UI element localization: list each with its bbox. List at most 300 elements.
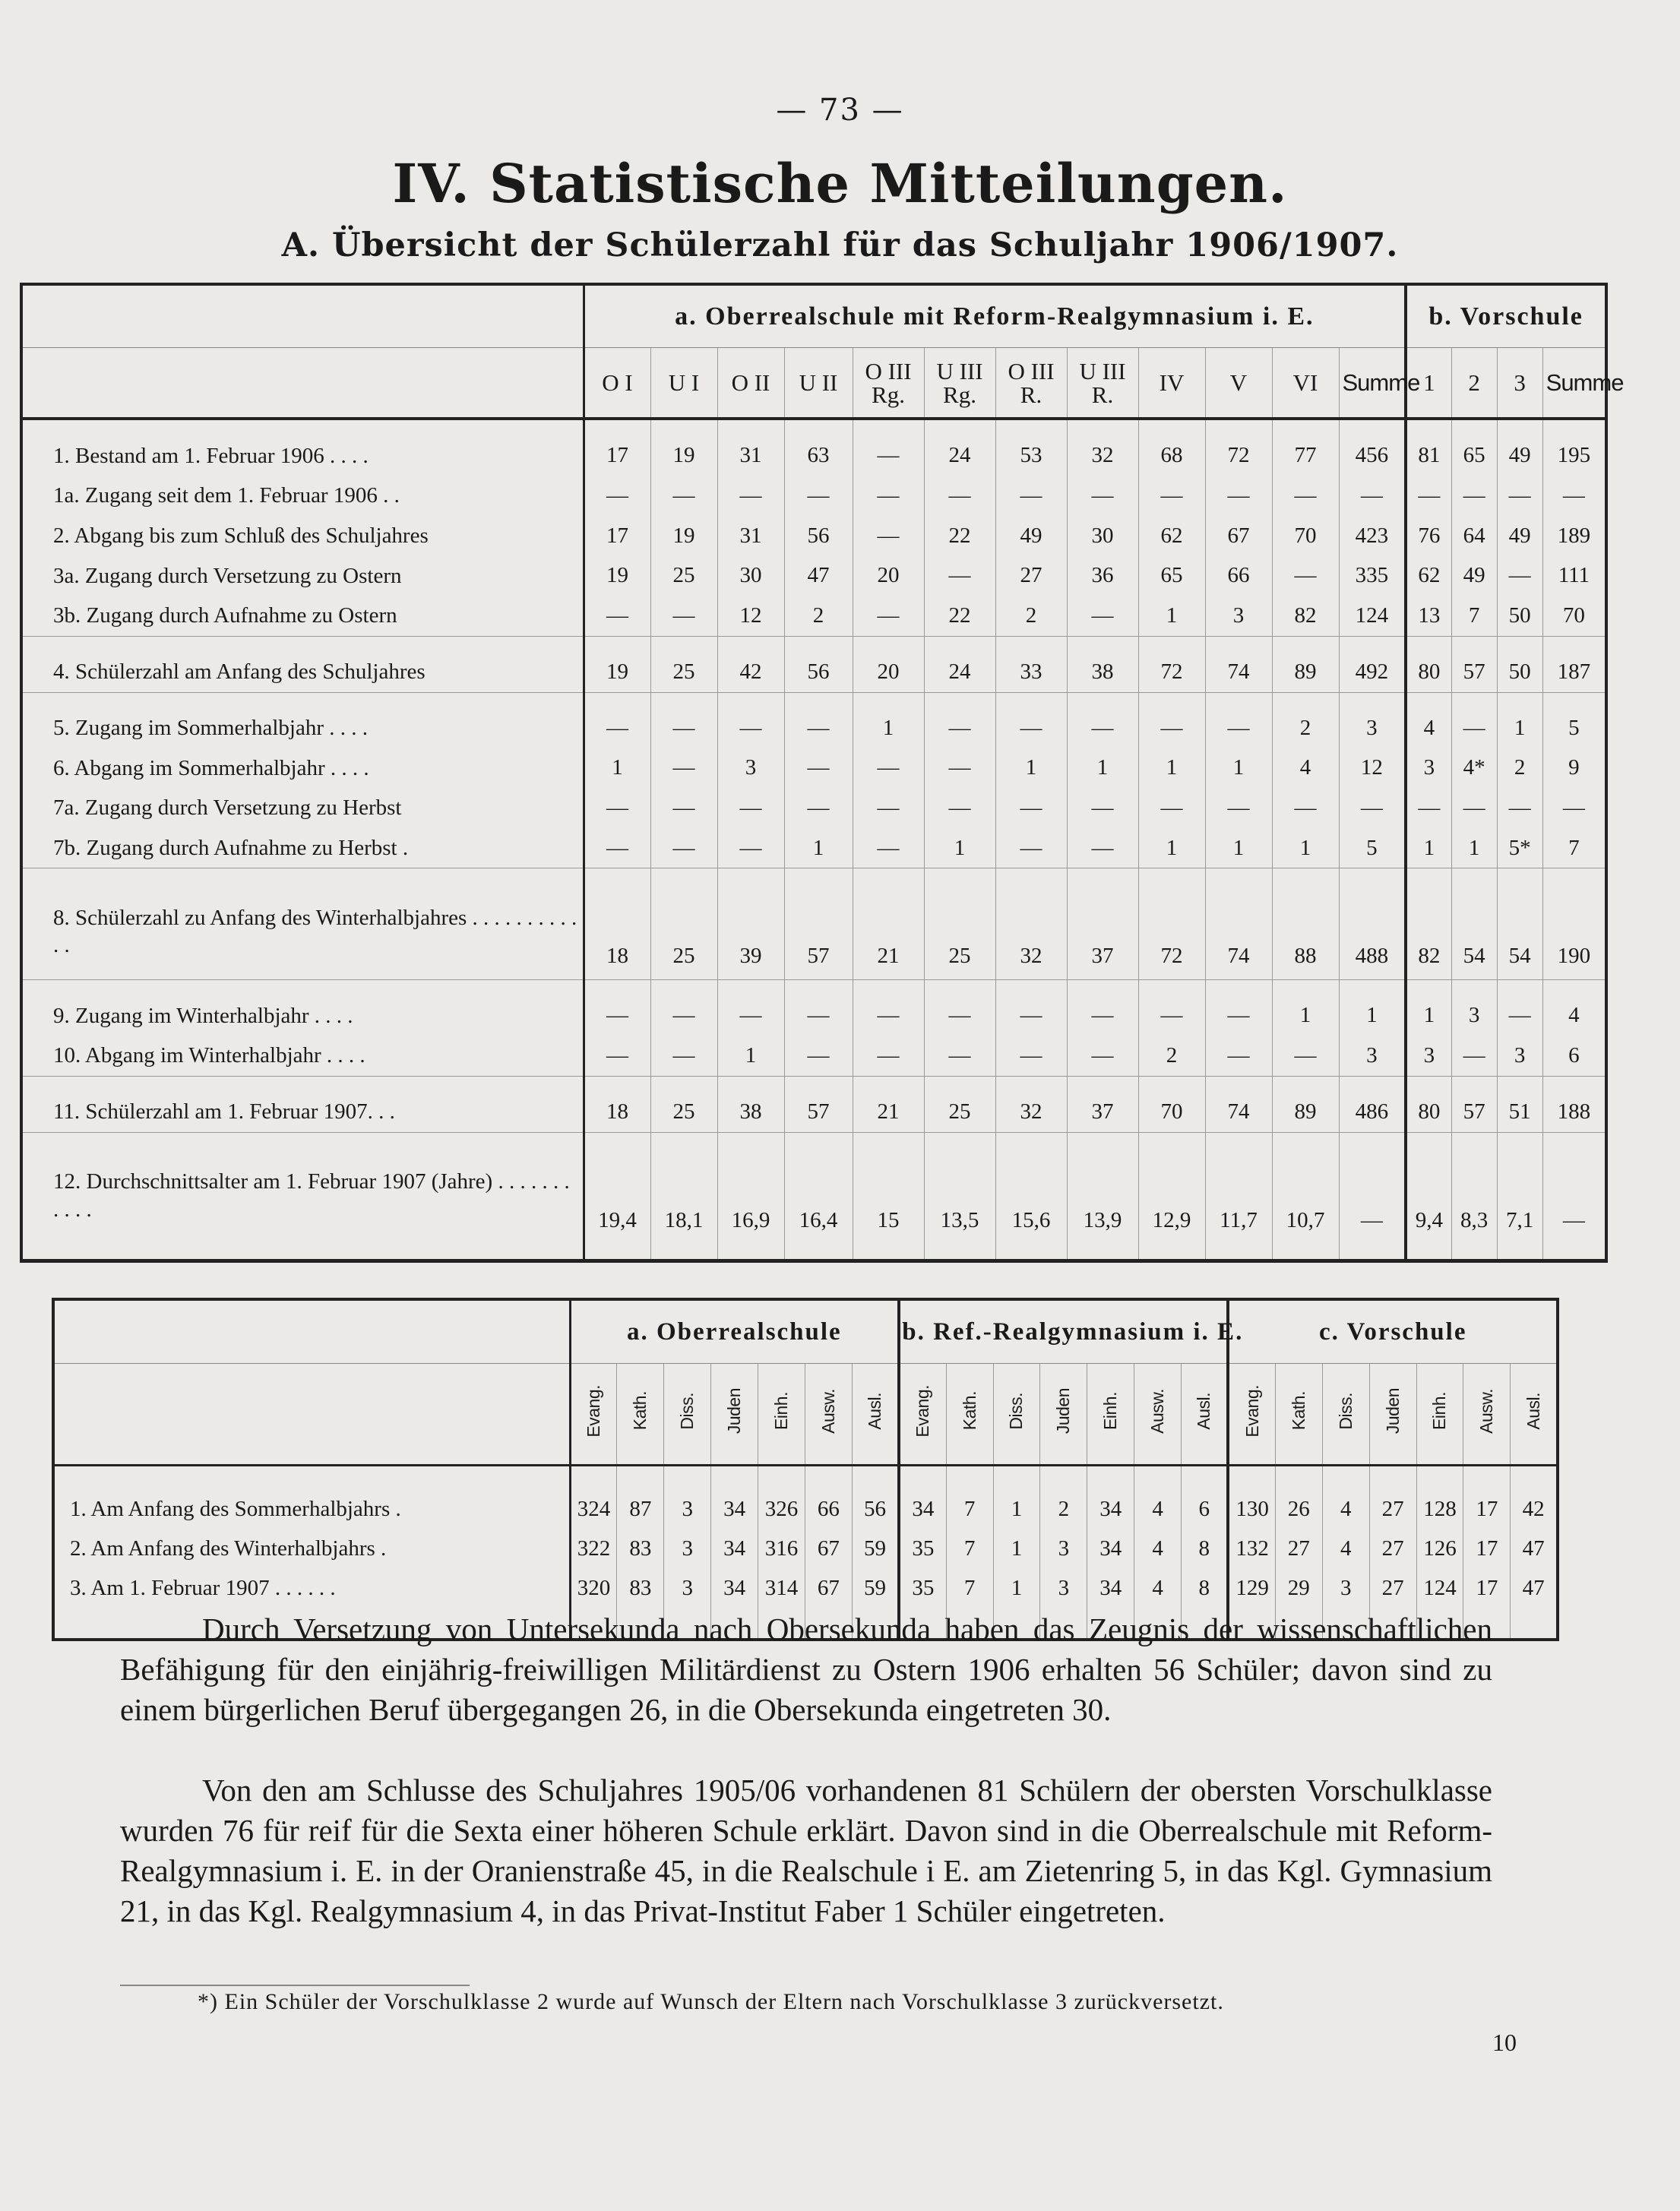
spacer-cell (1339, 636, 1406, 652)
table1-cell: 32 (995, 884, 1067, 980)
table1-col-label: Summe (1546, 369, 1624, 397)
table1-cell: 57 (784, 884, 853, 980)
table2-cell: 34 (711, 1568, 758, 1608)
spacer-cell (1205, 1076, 1272, 1092)
table1-cell: 17 (584, 516, 650, 556)
table2-cell: 4 (1322, 1529, 1369, 1568)
table2-row (53, 1568, 1558, 1608)
table1-cell: — (1272, 476, 1339, 516)
table1-cell: — (650, 476, 717, 516)
table1-cell: 19 (650, 516, 717, 556)
table1-row (21, 516, 1606, 556)
spacer-cell (1339, 419, 1406, 435)
table1-cell: 54 (1451, 884, 1497, 980)
table1-cell: 16,4 (784, 1148, 853, 1244)
table1-cell: — (1451, 1036, 1497, 1076)
table1-cell: 82 (1406, 884, 1451, 980)
spacer-cell (995, 692, 1067, 708)
table2-col-header (1040, 1364, 1087, 1466)
table1-col-header (1205, 348, 1272, 419)
table1-cell: 82 (1272, 596, 1339, 636)
table1-cell: 72 (1205, 435, 1272, 476)
table1-cell: — (853, 596, 924, 636)
table1-cell: 74 (1205, 1092, 1272, 1132)
table2-col-header (805, 1364, 852, 1466)
spacer-cell (717, 1132, 784, 1148)
page-number: — 73 — (776, 93, 904, 128)
table1-cell: — (1067, 708, 1138, 748)
table1-cell: 5* (1497, 828, 1542, 868)
table2-cell: 17 (1463, 1568, 1511, 1608)
spacer-cell (1272, 868, 1339, 884)
table1-cell: 1 (1138, 596, 1205, 636)
table1-cell: 4 (1406, 708, 1451, 748)
table2-cell: 316 (758, 1529, 805, 1568)
table1-cell: 19 (650, 435, 717, 476)
table1-cell: 56 (784, 516, 853, 556)
table1-spacer (21, 636, 1606, 652)
table1-cell: 1 (584, 748, 650, 788)
table1-cell: — (717, 476, 784, 516)
table1-cell: 3 (1406, 748, 1451, 788)
spacer-cell (1406, 1244, 1451, 1261)
table2-col-header (570, 1364, 617, 1466)
table2-cell: 4 (1322, 1489, 1369, 1529)
table2-col-label: Evang. (583, 1384, 603, 1438)
table2-col-label: Ausl. (1194, 1392, 1214, 1430)
table1-cell: — (717, 828, 784, 868)
table1-cell: — (1205, 788, 1272, 828)
spacer-cell (1272, 419, 1339, 435)
spacer-cell (1497, 636, 1542, 652)
spacer-cell (650, 980, 717, 996)
table2-col-header (1134, 1364, 1182, 1466)
spacer-cell (584, 868, 650, 884)
table1-cell: 31 (717, 516, 784, 556)
table1-cell: 33 (995, 652, 1067, 692)
table1-cell: — (924, 555, 995, 596)
table2-cell: 66 (805, 1489, 852, 1529)
table1-spacer (21, 692, 1606, 708)
table1-cell: 4 (1272, 748, 1339, 788)
table1-cell: 21 (853, 884, 924, 980)
table1-cell: 13,5 (924, 1148, 995, 1244)
table1-cell: 2 (784, 596, 853, 636)
table1-cell: 63 (784, 435, 853, 476)
table1-cell: 423 (1339, 516, 1406, 556)
row-label: 7a. Zugang durch Versetzung zu Herbst (21, 788, 584, 828)
spacer-cell (1067, 1244, 1138, 1261)
spacer-cell (1272, 636, 1339, 652)
table1-cell: — (584, 1036, 650, 1076)
table2-cell: 3 (664, 1489, 711, 1529)
spacer-cell (717, 419, 784, 435)
spacer-cell (1205, 1132, 1272, 1148)
row-label: 4. Schülerzahl am Anfang des Schuljahres (21, 652, 584, 692)
spacer-cell (1067, 980, 1138, 996)
table1-cell: 50 (1497, 652, 1542, 692)
spacer-cell (1067, 868, 1138, 884)
table1-row (21, 1092, 1606, 1132)
table1-row (21, 828, 1606, 868)
table1-cell: 37 (1067, 884, 1138, 980)
table1-cell: — (1067, 596, 1138, 636)
spacer-cell (717, 636, 784, 652)
table1-cell: 189 (1542, 516, 1606, 556)
table1-cell: — (924, 995, 995, 1036)
spacer-cell (711, 1466, 758, 1490)
table1-cell: — (853, 788, 924, 828)
table1-cell: — (650, 596, 717, 636)
spacer-cell (1067, 419, 1138, 435)
table1-col-label: V (1229, 369, 1248, 397)
spacer-cell (995, 1244, 1067, 1261)
table1-cell: 6 (1542, 1036, 1606, 1076)
table2-cell: 126 (1416, 1529, 1463, 1568)
table2-col-header (1275, 1364, 1322, 1466)
table2-column-header (53, 1364, 1558, 1466)
spacer-cell (650, 1076, 717, 1092)
enrollment-table (20, 283, 1624, 1263)
table1-cell: 51 (1497, 1092, 1542, 1132)
table1-cell: 50 (1497, 596, 1542, 636)
table1-col-label: O III (1008, 357, 1055, 384)
table1-cell: 1 (1272, 995, 1339, 1036)
table1-cell: 25 (650, 1092, 717, 1132)
spacer-cell (924, 1132, 995, 1148)
table2-cell: 129 (1228, 1568, 1275, 1608)
table1-cell: — (995, 995, 1067, 1036)
table1-cell: — (1406, 788, 1451, 828)
table1-cell: 70 (1542, 596, 1606, 636)
table1-cell: 24 (924, 652, 995, 692)
table1-cell: — (924, 1036, 995, 1076)
paragraph-versetzung: Durch Versetzung von Untersekunda nach Obersekunda haben das Zeugnis der wissenschaftlichen Befähigung für den einjährig-freiwilligen Militärdienst zu Ostern 1906 erhalten 56 Schüler; davon sind zu einem bürgerlichen Beruf übergegangen 26, in die Obersekunda eingetreten 30. (120, 1612, 1492, 1727)
table1-cell: 7 (1451, 596, 1497, 636)
table2-cell: 34 (711, 1489, 758, 1529)
table1-row (21, 788, 1606, 828)
table1-cell: — (995, 788, 1067, 828)
spacer-cell (993, 1466, 1040, 1490)
spacer-cell (1497, 980, 1542, 996)
table1-col-label: 1 (1423, 369, 1435, 397)
table1-col-label: U III (936, 357, 983, 384)
table2-cell: 34 (1087, 1489, 1134, 1529)
spacer-cell (924, 1244, 995, 1261)
table2-cell: 83 (617, 1529, 664, 1568)
table1-cell: 76 (1406, 516, 1451, 556)
table1-col-label: U I (668, 369, 700, 397)
spacer-cell (1416, 1466, 1463, 1490)
spacer-cell (584, 1244, 650, 1261)
table1-cell: — (1542, 788, 1606, 828)
table1-cell: 49 (1497, 516, 1542, 556)
spacer-cell (758, 1466, 805, 1490)
table1-cell: 3 (1451, 995, 1497, 1036)
table2-cell: 3 (1322, 1568, 1369, 1608)
spacer-cell (1451, 1132, 1497, 1148)
table1-cell: 37 (1067, 1092, 1138, 1132)
table2-cell: 7 (946, 1529, 993, 1568)
spacer-cell (1451, 692, 1497, 708)
table2-cell: 67 (805, 1529, 852, 1568)
table1-cell: — (584, 476, 650, 516)
table1-cell: — (584, 596, 650, 636)
spacer-cell (1369, 1466, 1416, 1490)
table1-cell: 62 (1138, 516, 1205, 556)
table1-col-label: U II (799, 369, 838, 397)
spacer-cell (1339, 692, 1406, 708)
table2-cell: 6 (1182, 1489, 1229, 1529)
table1-cell: — (1451, 476, 1497, 516)
table2-cell: 47 (1511, 1568, 1558, 1608)
table1-cell: — (784, 1036, 853, 1076)
spacer-cell (1542, 636, 1606, 652)
table1-group-header (21, 284, 1606, 348)
table2-cell: 34 (899, 1489, 946, 1529)
spacer-cell (1138, 1132, 1205, 1148)
spacer-cell (1138, 1244, 1205, 1261)
spacer-cell (899, 1466, 946, 1490)
table1-cell: — (584, 828, 650, 868)
table1-cell: — (853, 435, 924, 476)
table2-col-label: Kath. (959, 1391, 979, 1431)
spacer-cell (650, 868, 717, 884)
row-label: 11. Schülerzahl am 1. Februar 1907. . . (21, 1092, 584, 1132)
table2-col-label: Evang. (1242, 1384, 1262, 1438)
spacer-cell (1138, 980, 1205, 996)
table1-col-sublabel: Rg. (943, 381, 976, 408)
table1-cell: 9 (1542, 748, 1606, 788)
spacer-cell (1451, 419, 1497, 435)
spacer-cell (1406, 419, 1451, 435)
spacer-cell (650, 636, 717, 652)
table1-group-a: a. Oberrealschule mit Reform-Realgymnasium i. E. (584, 284, 1406, 348)
table2-col-header (852, 1364, 899, 1466)
table2-col-label: Evang. (913, 1384, 933, 1438)
table2-cell: 314 (758, 1568, 805, 1608)
table1-cell: 1 (995, 748, 1067, 788)
table2-col-label: Kath. (1288, 1391, 1308, 1431)
spacer-cell (1040, 1466, 1087, 1490)
spacer-cell (717, 868, 784, 884)
spacer-cell (717, 692, 784, 708)
table2-cell: 27 (1275, 1529, 1322, 1568)
table1-body (21, 419, 1606, 1260)
table2-col-label: Ausw. (1476, 1388, 1497, 1434)
spacer-cell (784, 1244, 853, 1261)
table1-spacer (21, 980, 1606, 996)
table2-group-header (53, 1299, 1558, 1364)
table1-cell: 1 (1067, 748, 1138, 788)
table1-cell: 2 (1272, 708, 1339, 748)
table1-cell: — (1272, 555, 1339, 596)
table1-cell: 3 (1497, 1036, 1542, 1076)
table2-cell: 324 (570, 1489, 617, 1529)
table2-col-label: Juden (1053, 1387, 1074, 1434)
table1-cell: — (784, 995, 853, 1036)
table1-cell: — (1497, 995, 1542, 1036)
table2-cell: 47 (1511, 1529, 1558, 1568)
spacer-cell (1205, 636, 1272, 652)
table1-cell: — (853, 995, 924, 1036)
table1-cell: — (1272, 1036, 1339, 1076)
table2-cell: 3 (664, 1529, 711, 1568)
spacer-cell (717, 1244, 784, 1261)
spacer-cell (1406, 636, 1451, 652)
table1-cell: — (924, 748, 995, 788)
table1-cell: 15 (853, 1148, 924, 1244)
spacer-cell (1451, 1076, 1497, 1092)
table1-cell: 7,1 (1497, 1148, 1542, 1244)
spacer-cell (995, 1132, 1067, 1148)
table1-cell: — (650, 828, 717, 868)
table1-cell: 2 (1497, 748, 1542, 788)
table1-cell: — (717, 995, 784, 1036)
spacer-cell (1406, 980, 1451, 996)
row-label: 2. Abgang bis zum Schluß des Schuljahres (21, 516, 584, 556)
spacer-cell (853, 1244, 924, 1261)
table1-cell: — (1205, 476, 1272, 516)
spacer-cell (21, 868, 584, 884)
spacer-cell (784, 1132, 853, 1148)
spacer-cell (21, 636, 584, 652)
table1-cell: 70 (1138, 1092, 1205, 1132)
spacer-cell (784, 636, 853, 652)
table2-col-header (1369, 1364, 1416, 1466)
table1-cell: 66 (1205, 555, 1272, 596)
table1-cell: 80 (1406, 1092, 1451, 1132)
table1-cell: 5 (1542, 708, 1606, 748)
table1-cell: 1 (1451, 828, 1497, 868)
spacer-cell (650, 1132, 717, 1148)
table1-col-header (1067, 348, 1138, 419)
spacer-cell (924, 1076, 995, 1092)
spacer-cell (1451, 980, 1497, 996)
table2-col-header (1511, 1364, 1558, 1466)
row-label: 5. Zugang im Sommerhalbjahr . . . . (21, 708, 584, 748)
table2-col-label: Ausl. (865, 1392, 885, 1430)
table2-col-header (758, 1364, 805, 1466)
table1-cell: 30 (717, 555, 784, 596)
spacer-cell (570, 1466, 617, 1490)
table2-corner-2 (53, 1364, 570, 1466)
spacer-cell (924, 419, 995, 435)
table1-cell: 21 (853, 1092, 924, 1132)
table1-cell: 492 (1339, 652, 1406, 692)
table1-row (21, 435, 1606, 476)
spacer-cell (1542, 868, 1606, 884)
spacer-cell (584, 980, 650, 996)
table1-cell: 49 (1497, 435, 1542, 476)
row-label: 3. Am 1. Februar 1907 . . . . . . (53, 1568, 570, 1608)
spacer-cell (1339, 868, 1406, 884)
table1-cell: — (1138, 788, 1205, 828)
spacer-cell (1087, 1466, 1134, 1490)
table1-row (21, 995, 1606, 1036)
table1-cell: — (1406, 476, 1451, 516)
spacer-cell (1205, 980, 1272, 996)
table1-cell: 56 (784, 652, 853, 692)
table1-cell: — (995, 708, 1067, 748)
row-label: 6. Abgang im Sommerhalbjahr . . . . (21, 748, 584, 788)
table1-cell: 12 (717, 596, 784, 636)
table2-col-header (1416, 1364, 1463, 1466)
spacer-cell (1067, 692, 1138, 708)
table1-cell: — (1138, 995, 1205, 1036)
table2-col-header (899, 1364, 946, 1466)
spacer-cell (924, 692, 995, 708)
table1-cell: 18,1 (650, 1148, 717, 1244)
table2-cell: 124 (1416, 1568, 1463, 1608)
spacer-cell (617, 1466, 664, 1490)
table1-cell: 3 (1205, 596, 1272, 636)
spacer-cell (1511, 1466, 1558, 1490)
table1-cell: 1 (1205, 748, 1272, 788)
table1-cell: 53 (995, 435, 1067, 476)
spacer-cell (21, 419, 584, 435)
table2-col-header (617, 1364, 664, 1466)
spacer-cell (1497, 1132, 1542, 1148)
spacer-cell (1205, 419, 1272, 435)
table1-cell: 25 (650, 652, 717, 692)
table1-cell: — (1497, 555, 1542, 596)
paragraph-vorschule: Von den am Schlusse des Schuljahres 1905/06 vorhandenen 81 Schülern der obersten Vorschulklasse wurden 76 für reif für die Sexta einer höheren Schule erklärt. Davon sind in die Oberrealschule mit Reform-Realgymnasium i. E. in der Oranienstraße 45, in die Realschule i E. am Zietenring 5, in das Kgl. Gymnasium 21, in das Kgl. Realgymnasium 4, in das Privat-Institut Faber 1 Schüler eingetreten. (120, 1773, 1492, 1928)
table1-cell: 335 (1339, 555, 1406, 596)
spacer-cell (21, 1244, 584, 1261)
table1-row (21, 476, 1606, 516)
table2-cell: 35 (899, 1568, 946, 1608)
spacer-cell (1134, 1466, 1182, 1490)
table1-cell: — (995, 1036, 1067, 1076)
table1-cell: 65 (1451, 435, 1497, 476)
table1-cell: 57 (1451, 1092, 1497, 1132)
table2-col-header (946, 1364, 993, 1466)
table2-group-c: c. Vorschule (1228, 1299, 1558, 1364)
table1-cell: — (924, 788, 995, 828)
spacer-cell (1339, 1076, 1406, 1092)
table1-cell: 62 (1406, 555, 1451, 596)
table1-cell: — (1497, 788, 1542, 828)
table2-group-b: b. Ref.-Realgymnasium i. E. (899, 1299, 1228, 1364)
table2-cell: 27 (1369, 1489, 1416, 1529)
table1-cell: 3 (1406, 1036, 1451, 1076)
spacer-cell (21, 1076, 584, 1092)
spacer-cell (1272, 692, 1339, 708)
table2-cell: 4 (1134, 1489, 1182, 1529)
table1-cell: 124 (1339, 596, 1406, 636)
table1-col-label: 2 (1468, 369, 1480, 397)
spacer-cell (1406, 868, 1451, 884)
spacer-cell (1339, 1244, 1406, 1261)
table1-cell: — (584, 788, 650, 828)
table2-cell: 8 (1182, 1529, 1229, 1568)
table1-col-header (1497, 348, 1542, 419)
row-label: 8. Schülerzahl zu Anfang des Winterhalbjahres . . . . . . . . . . . . (21, 884, 584, 980)
spacer-cell (584, 636, 650, 652)
table2-cell: 132 (1228, 1529, 1275, 1568)
table1-cell: — (650, 995, 717, 1036)
table1-col-label: O I (602, 369, 633, 397)
row-label: 2. Am Anfang des Winterhalbjahrs . (53, 1529, 570, 1568)
table1-col-label: O III (865, 357, 912, 384)
table2-cell: 17 (1463, 1529, 1511, 1568)
spacer-cell (853, 980, 924, 996)
table2-cell: 42 (1511, 1489, 1558, 1529)
table1-cell: — (650, 788, 717, 828)
table2-cell: 56 (852, 1489, 899, 1529)
table1-cell: — (1138, 476, 1205, 516)
